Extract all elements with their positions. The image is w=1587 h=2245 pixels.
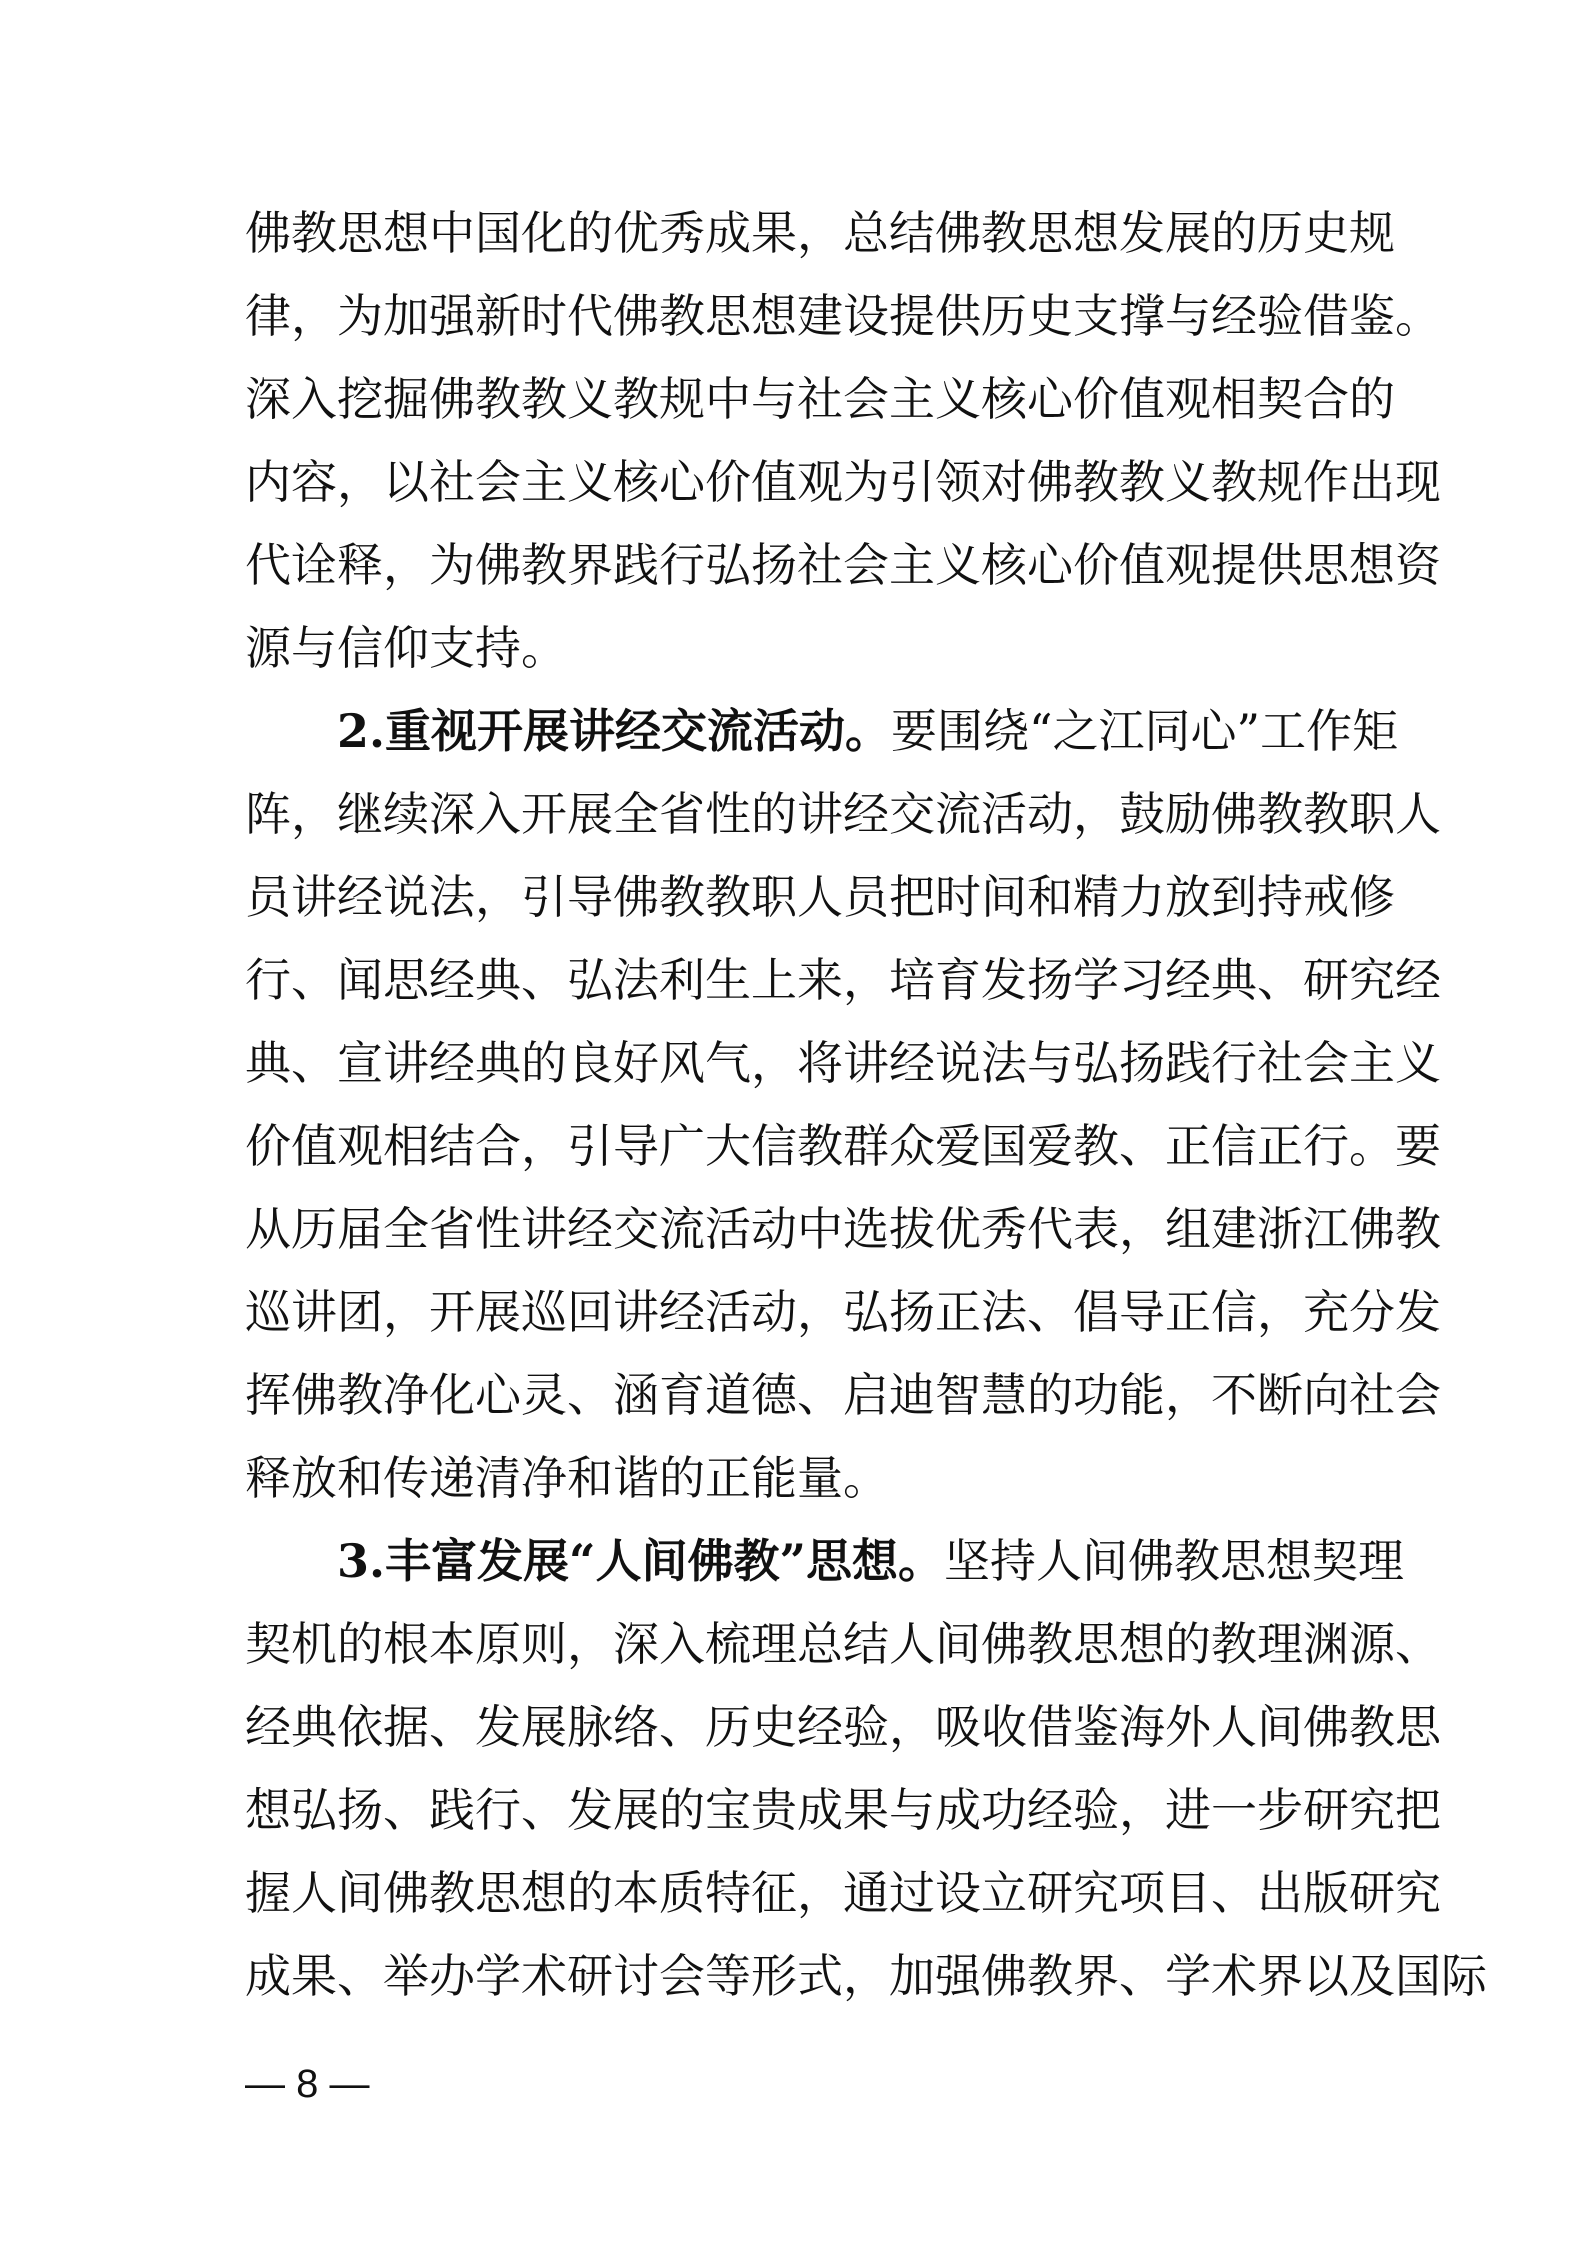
text-line: 想弘扬、践行、发展的宝贵成果与成功经验，进一步研究把 [245,1783,1441,1837]
section-2-first-line [245,702,1399,785]
section-3-first-line-text: 坚持人间佛教思想契理 [943,1534,1404,1588]
section-2-first-line-text: 要围绕“之江同心”工作矩 [891,704,1399,758]
text-line: 员讲经说法，引导佛教教职人员把时间和精力放到持戒修 [245,870,1395,924]
page-number: — 8 — [245,2062,370,2106]
text-line: 巡讲团，开展巡回讲经活动，弘扬正法、倡导正信，充分发 [245,1285,1441,1339]
text-line: 握人间佛教思想的本质特征，通过设立研究项目、出版研究 [245,1866,1441,1920]
section-3-first-line [245,1532,1404,1615]
text-line: 经典依据、发展脉络、历史经验，吸收借鉴海外人间佛教思 [245,1700,1441,1754]
text-line: 挥佛教净化心灵、涵育道德、启迪智慧的功能，不断向社会 [245,1368,1441,1422]
body-text [245,204,1487,2030]
text-line: 深入挖掘佛教教义教规中与社会主义核心价值观相契合的 [245,372,1395,426]
text-line: 佛教思想中国化的优秀成果，总结佛教思想发展的历史规 [245,206,1395,260]
text-line: 律，为加强新时代佛教思想建设提供历史支撑与经验借鉴。 [245,289,1441,343]
text-line: 典、宣讲经典的良好风气，将讲经说法与弘扬践行社会主义 [245,1036,1441,1090]
text-line: 源与信仰支持。 [245,621,567,675]
text-line: 释放和传递清净和谐的正能量。 [245,1451,889,1505]
section-3-heading: 3.丰富发展“人间佛教”思想。 [337,1534,944,1588]
text-line: 阵，继续深入开展全省性的讲经交流活动，鼓励佛教教职人 [245,787,1441,841]
text-line: 代诠释，为佛教界践行弘扬社会主义核心价值观提供思想资 [245,538,1441,592]
text-line: 成果、举办学术研讨会等形式，加强佛教界、学术界以及国际 [245,1949,1487,2003]
text-line: 契机的根本原则，深入梳理总结人间佛教思想的教理渊源、 [245,1617,1441,1671]
section-2-heading: 2.重视开展讲经交流活动。 [337,704,892,758]
text-line: 行、闻思经典、弘法利生上来，培育发扬学习经典、研究经 [245,953,1441,1007]
text-line: 内容，以社会主义核心价值观为引领对佛教教义教规作出现 [245,455,1441,509]
text-line: 价值观相结合，引导广大信教群众爱国爱教、正信正行。要 [245,1119,1441,1173]
text-line: 从历届全省性讲经交流活动中选拔优秀代表，组建浙江佛教 [245,1202,1441,1256]
